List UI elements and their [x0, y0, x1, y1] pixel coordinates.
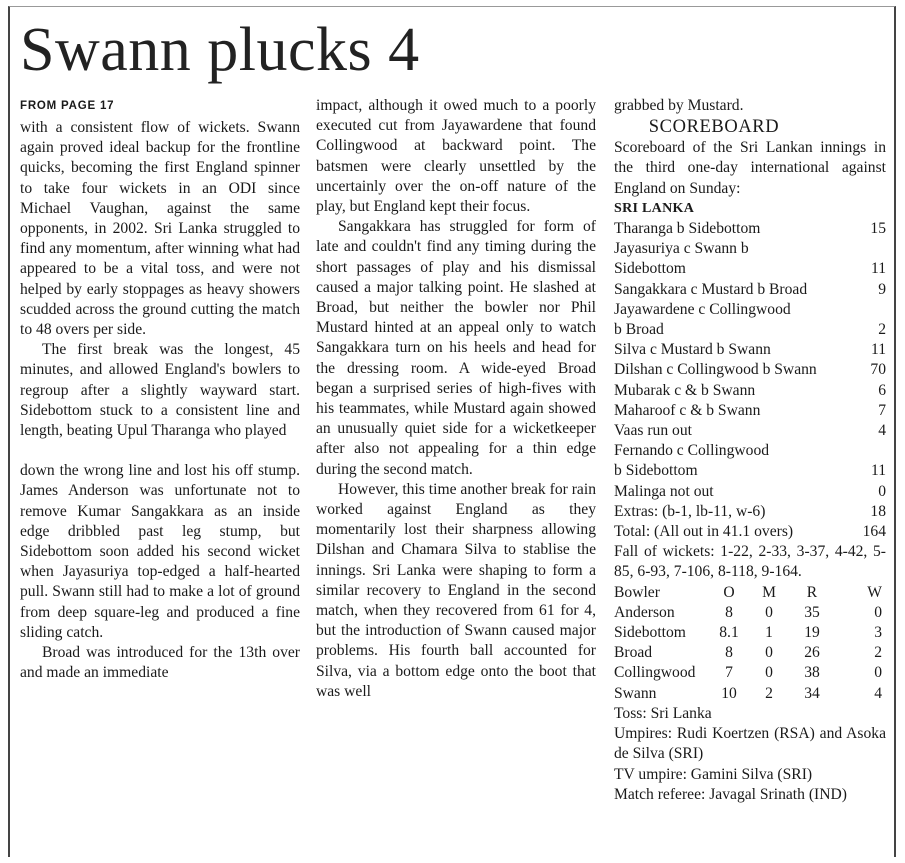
runs-header: R [806, 583, 818, 601]
batting-row [614, 300, 886, 320]
batsman: Sangakkara c Mustard b Broad [614, 280, 808, 298]
runs: 35 [804, 603, 820, 621]
runs: 15 [870, 220, 886, 238]
batsman: Maharoof c & b Swann [614, 401, 761, 419]
runs: 9 [878, 280, 886, 298]
paragraph: The first break was the longest, 45 minutes, and allowed England's bowlers to regroup after a slightly wayward start. Sidebottom stuck to a consistent line and length, beating Upul Tharanga who played [20, 341, 300, 440]
bowling-table [614, 583, 886, 704]
total-label: Total: (All out in 41.1 overs) [614, 523, 794, 541]
batting-row [614, 259, 886, 279]
runs: 38 [804, 664, 820, 682]
batting-row [614, 219, 886, 239]
runs: 164 [862, 523, 886, 541]
runs: 70 [870, 361, 886, 379]
overs: 8 [725, 644, 733, 662]
overs: 7 [725, 664, 733, 682]
batsman: Silva c Mustard b Swann [614, 341, 771, 359]
scoreboard-intro: Scoreboard of the Sri Lankan innings in the third one-day international against England on Sunday: [614, 139, 886, 197]
headline: Swann plucks 4 [20, 16, 420, 84]
bowler: Sidebottom [614, 624, 686, 642]
paragraph: with a consistent flow of wickets. Swann again proved ideal backup for the frontline quicks, becoming the first England spinner to take four wickets in an ODI since Michael Vaughan, against the same opponents, in 2002. Sri Lanka struggled to find any momentum, after winning what had appeared to be a vital toss, and were not helped by early stoppages as heavy showers scudded across the ground cutting the match to 48 overs per side. [20, 119, 300, 339]
bowling-row [614, 643, 886, 663]
bowling-row [614, 603, 886, 623]
bowling-row [614, 623, 886, 643]
runs: 11 [870, 341, 886, 359]
maidens: 1 [765, 624, 773, 642]
scoreboard-title: SCOREBOARD [648, 117, 780, 138]
wickets: 3 [874, 624, 882, 642]
batsman: Vaas run out [614, 422, 692, 440]
runs: 11 [870, 462, 886, 480]
batting-row [614, 401, 886, 421]
extras-label: Extras: (b-1, lb-11, w-6) [614, 502, 766, 520]
paragraph: However, this time another break for rain worked against England as they momentarily lost their sharpness allowing Dilshan and Chamara Silva to stablise the innings. Sri Lanka were shaping to form a similar recovery to England in the second match, when they recovered from 61 for 4, but the introduction of Swann caused major problems. His fourth ball accounted for Silva, via a bottom edge onto the boot that was well [316, 480, 596, 700]
paragraph: Broad was introduced for the 13th over and made an immediate [20, 644, 300, 682]
paragraph: down the wrong line and lost his off stump. James Anderson was unfortunate not to remove Kumar Sangakkara as an inside edge dribbled past leg stump, but Sidebottom soon added his second wicket when Jayasuriya top-edged a half-hearted pull. Swann still had to make a lot of ground from deep square-leg and produced a fine sliding catch. [20, 462, 300, 641]
overs-header: O [723, 583, 735, 601]
runs: 0 [878, 482, 886, 500]
runs: 2 [878, 321, 886, 339]
column-gap [20, 441, 300, 461]
batsman: Mubarak c & b Swann [614, 381, 756, 399]
wickets: 4 [874, 684, 882, 702]
bowling-row [614, 663, 886, 683]
paragraph: impact, although it owed much to a poorly executed cut from Jayawardene that found Collingwood at backward point. The batsmen were clearly unsettled by the uncertainly over the on-off nature of the play, but England kept their focus. [316, 97, 596, 216]
batting-row [614, 461, 886, 481]
runs: 11 [870, 260, 886, 278]
toss: Toss: Sri Lanka [614, 704, 712, 722]
batsman: Jayasuriya c Swann b [614, 240, 749, 258]
batting-row [614, 320, 886, 340]
maidens: 2 [765, 684, 773, 702]
maidens: 0 [765, 644, 773, 662]
runs: 18 [870, 502, 886, 520]
runs: 26 [804, 644, 820, 662]
bowler: Collingwood [614, 664, 696, 682]
batting-row [614, 381, 886, 401]
batting-row [614, 360, 886, 380]
runs: 34 [804, 684, 820, 702]
wickets-header: W [867, 583, 882, 601]
batsman: Tharanga b Sidebottom [614, 220, 761, 238]
batting-row [614, 239, 886, 259]
bowling-row [614, 684, 886, 704]
batsman: b Sidebottom [614, 462, 698, 480]
runs: 7 [878, 401, 886, 419]
batting-row [614, 441, 886, 461]
batsman: Malinga not out [614, 482, 714, 500]
wickets: 2 [874, 644, 882, 662]
batting-row [614, 482, 886, 502]
maidens: 0 [765, 664, 773, 682]
paragraph: Sangakkara has struggled for form of late and couldn't find any timing during the short passages of play and his dismissal caused a major talking point. He slashed at Broad, but neither the bowler nor Phil Mustard hinted at an appeal only to watch Sangakkara turn on his heels and head for the dressing room. A wide-eyed Broad began a surprised series of high-fives with his teammates, while Mustard again showed an unusually quiet side for a wicketkeeper after also not appealing for a thin edge during the second match. [316, 218, 596, 478]
bowler: Broad [614, 644, 653, 662]
paragraph: grabbed by Mustard. [614, 97, 744, 114]
umpires: Umpires: Rudi Koertzen (RSA) and Asoka de Silva (SRI) [614, 725, 886, 763]
batting-row [614, 421, 886, 441]
total-row [614, 522, 886, 542]
article-column-1 [20, 96, 300, 683]
batting-row [614, 280, 886, 300]
batsman: Fernando c Collingwood [614, 442, 770, 460]
bowler: Anderson [614, 603, 675, 621]
article-column-2 [316, 96, 596, 702]
article-column-3 [614, 96, 886, 805]
batsman: b Broad [614, 321, 664, 339]
runs: 4 [878, 422, 886, 440]
team-name: SRI LANKA [614, 200, 695, 216]
bowler: Swann [614, 684, 657, 702]
extras-row [614, 502, 886, 522]
tv-umpire: TV umpire: Gamini Silva (SRI) [614, 765, 813, 783]
kicker: FROM PAGE 17 [20, 100, 115, 112]
wickets: 0 [874, 664, 882, 682]
fall-of-wickets: Fall of wickets: 1-22, 2-33, 3-37, 4-42, 5-85, 6-93, 7-106, 8-118, 9-164. [614, 543, 886, 581]
batsman: Sidebottom [614, 260, 686, 278]
bowling-header [614, 583, 886, 603]
maidens: 0 [765, 603, 773, 621]
batting-row [614, 340, 886, 360]
overs: 8.1 [719, 624, 739, 642]
maidens-header: M [762, 583, 776, 601]
overs: 10 [721, 684, 737, 702]
overs: 8 [725, 603, 733, 621]
bowler-header: Bowler [614, 583, 660, 601]
runs: 6 [878, 381, 886, 399]
batsman: Jayawardene c Collingwood [614, 300, 791, 318]
runs: 19 [804, 624, 820, 642]
batting-list [614, 219, 886, 542]
wickets: 0 [874, 603, 882, 621]
batsman: Dilshan c Collingwood b Swann [614, 361, 817, 379]
match-referee: Match referee: Javagal Srinath (IND) [614, 785, 847, 803]
